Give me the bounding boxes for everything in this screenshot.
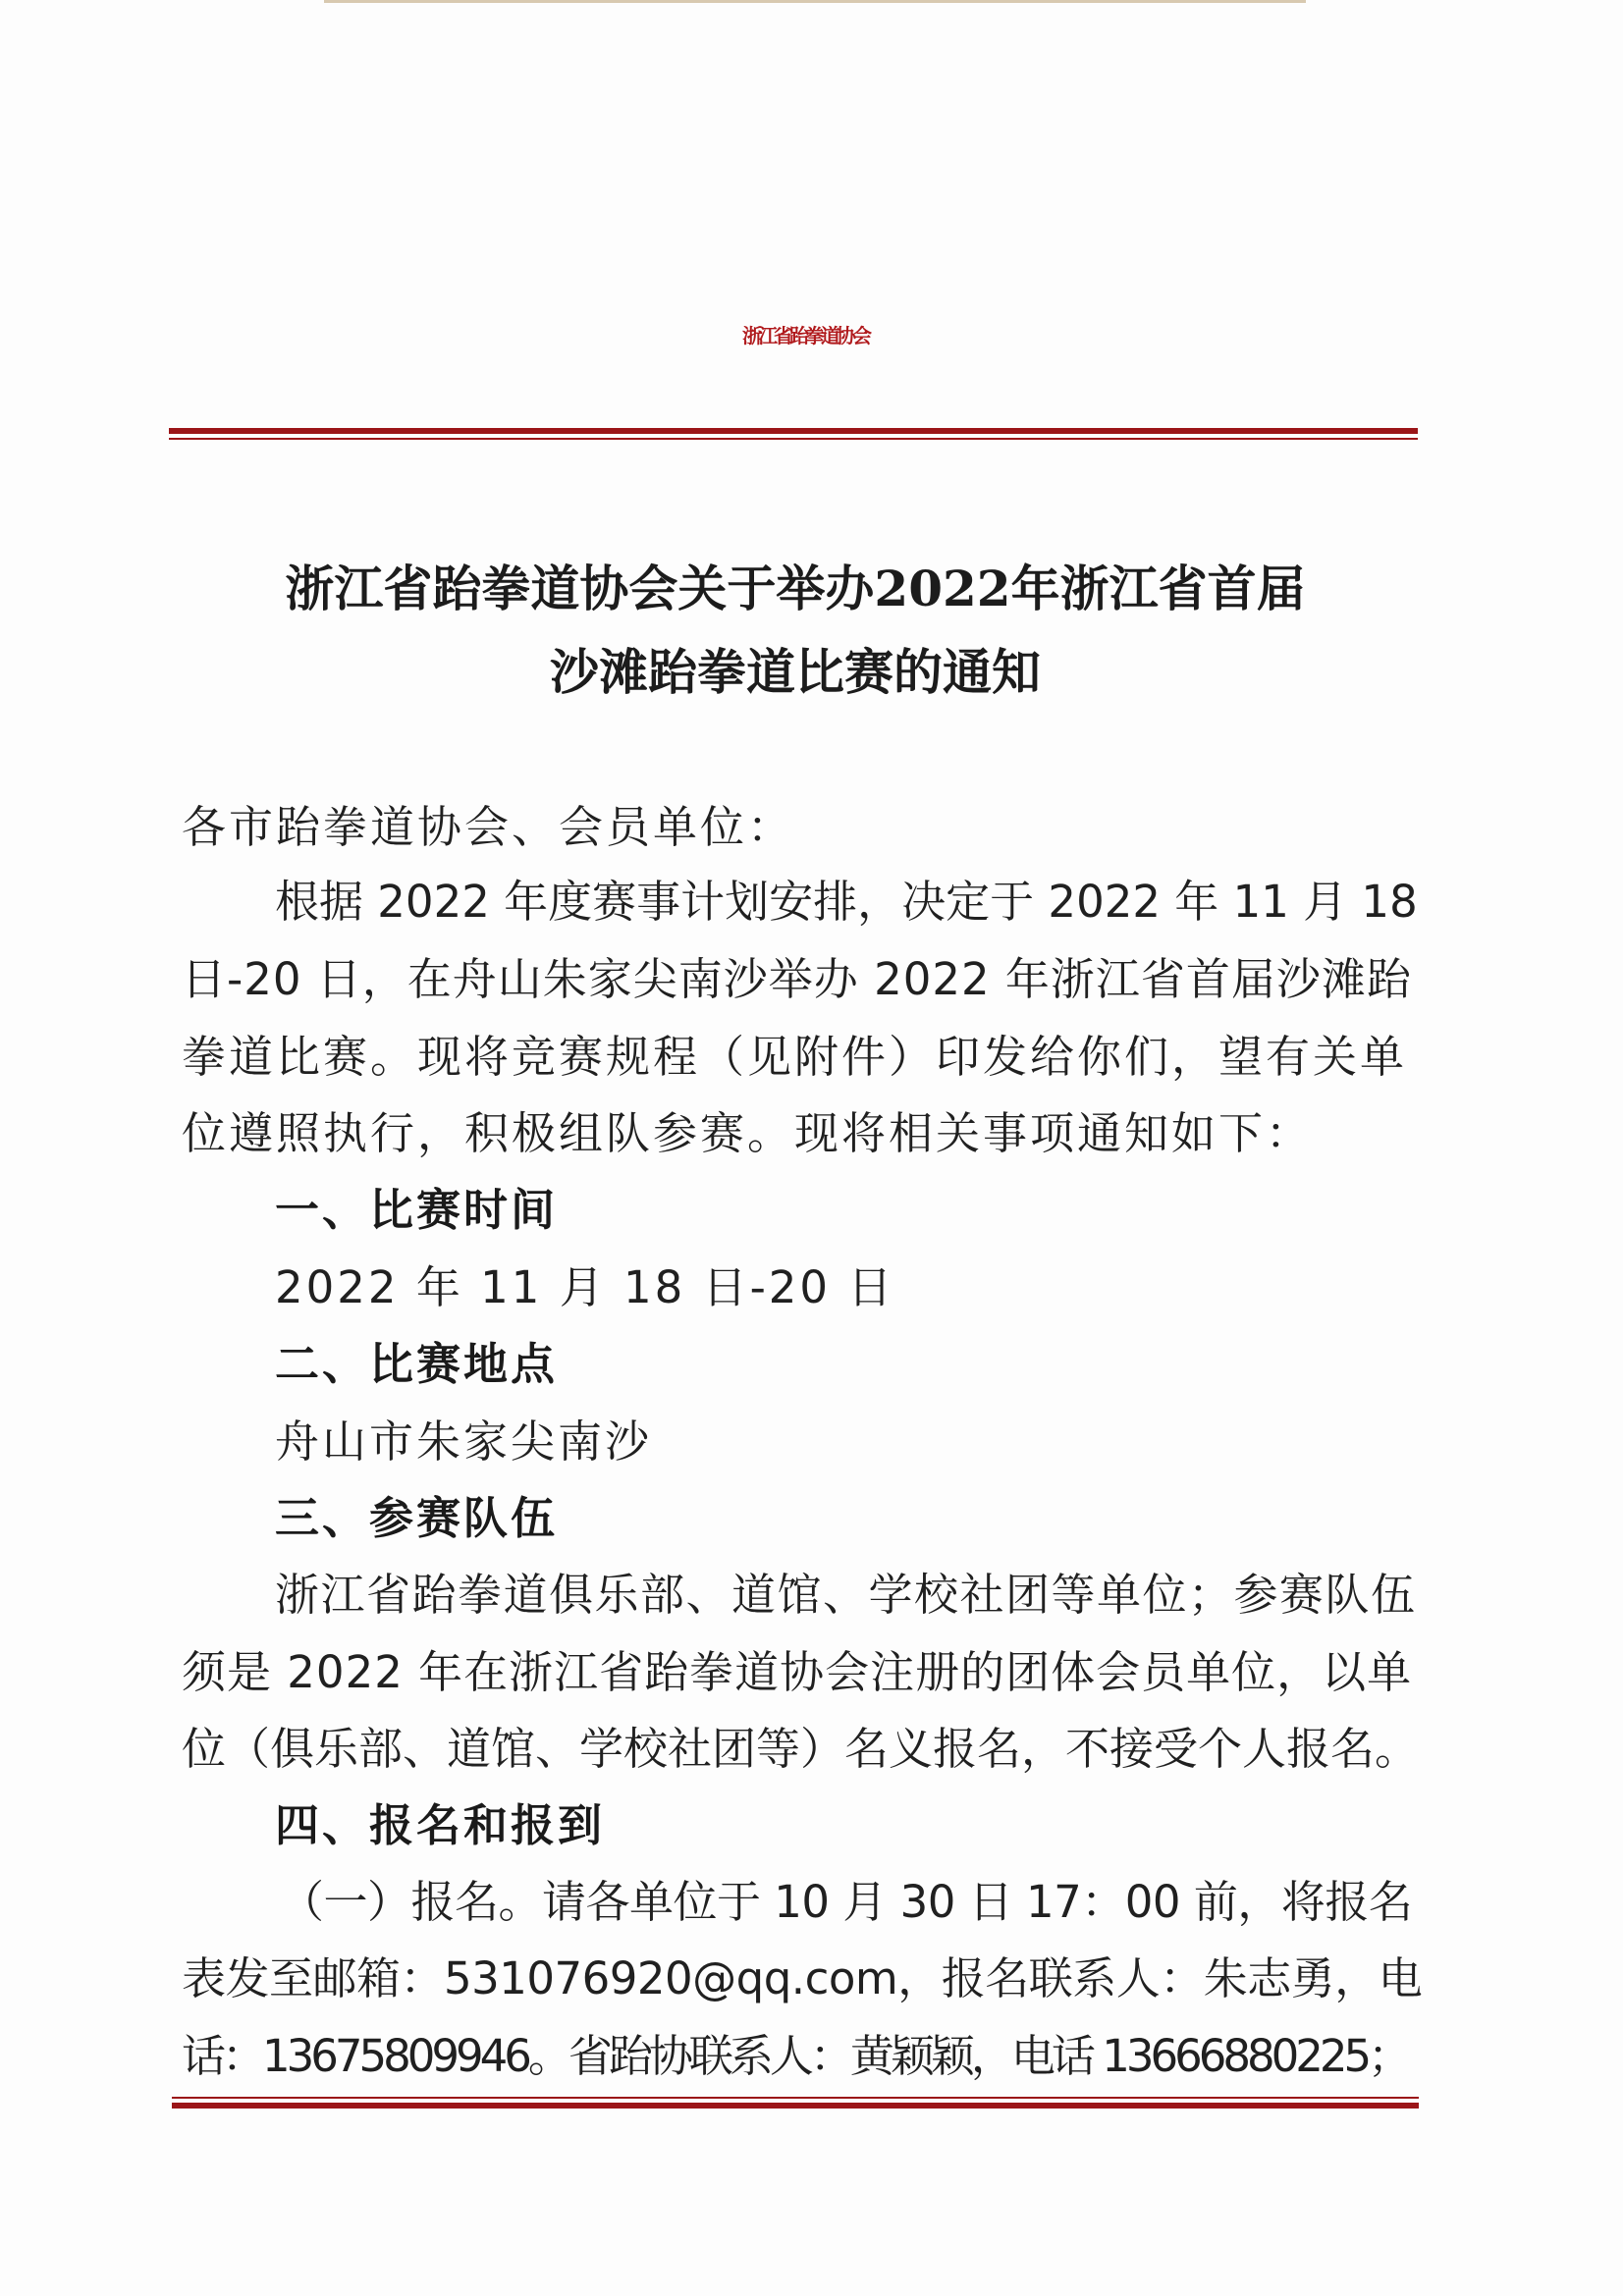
section-1-heading: 一、比赛时间	[275, 1184, 559, 1236]
section-2-heading: 二、比赛地点	[275, 1338, 559, 1390]
notice-title-line-2: 沙滩跆拳道比赛的通知	[550, 643, 1041, 701]
intro-line-1: 根据 2022 年度赛事计划安排，决定于 2022 年 11 月 18	[275, 876, 1418, 928]
section-4-line-3: 话：13675809946。省跆协联系人：黄颖颖，电话 13666880225；	[182, 2030, 1409, 2082]
section-4-line-1: （一）报名。请各单位于 10 月 30 日 17：00 前，将报名	[280, 1876, 1413, 1928]
section-3-heading: 三、参赛队伍	[275, 1492, 559, 1544]
section-3-line-2: 须是 2022 年在浙江省跆拳道协会注册的团体会员单位，以单	[182, 1646, 1413, 1698]
section-4-line-2: 表发至邮箱：531076920@qq.com，报名联系人：朱志勇，电	[182, 1952, 1423, 2004]
masthead-rule-thin	[169, 438, 1418, 440]
section-3-line-3: 位（俱乐部、道馆、学校社团等）名义报名，不接受个人报名。	[182, 1723, 1420, 1775]
intro-line-4: 位遵照执行，积极组队参赛。现将相关事项通知如下：	[182, 1107, 1314, 1159]
intro-line-2: 日-20 日，在舟山朱家尖南沙举办 2022 年浙江省首届沙滩跆	[182, 953, 1412, 1005]
masthead-rule-thick	[169, 428, 1418, 434]
section-3-line-1: 浙江省跆拳道俱乐部、道馆、学校社团等单位；参赛队伍	[275, 1569, 1417, 1621]
section-1-content: 2022 年 11 月 18 日-20 日	[275, 1261, 895, 1313]
footer-rule-thick	[172, 2103, 1419, 2109]
section-2-content: 舟山市朱家尖南沙	[275, 1415, 653, 1468]
masthead-title: 浙江省跆拳道协会	[742, 324, 868, 347]
salutation: 各市跆拳道协会、会员单位：	[182, 801, 795, 853]
footer-rule-thin	[172, 2097, 1419, 2099]
notice-title-line-1: 浙江省跆拳道协会关于举办2022年浙江省首届	[285, 560, 1306, 617]
intro-line-3: 拳道比赛。现将竞赛规程（见附件）印发给你们，望有关单	[182, 1031, 1408, 1083]
scan-edge-line	[324, 0, 1306, 3]
section-4-heading: 四、报名和报到	[275, 1799, 606, 1851]
